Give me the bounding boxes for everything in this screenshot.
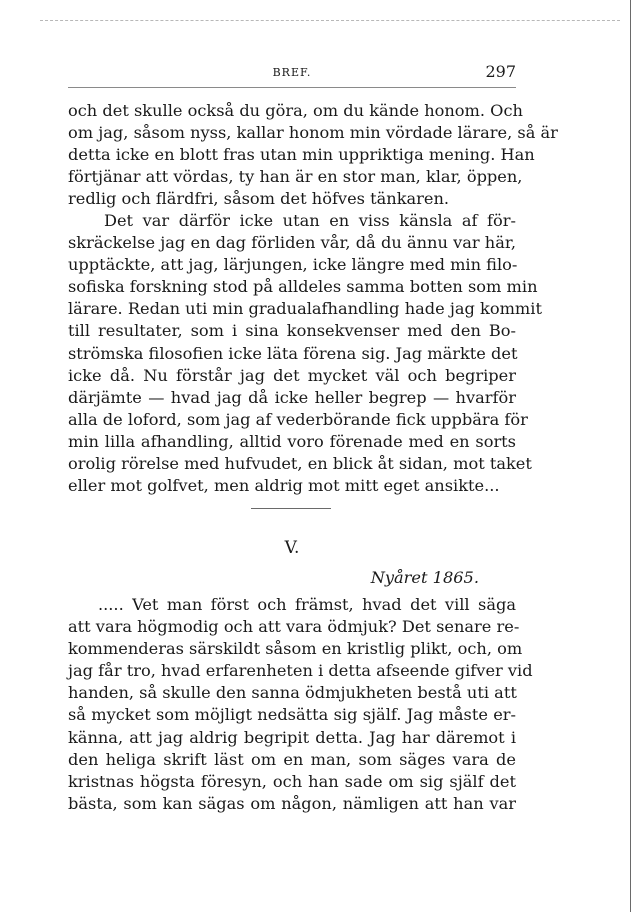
text-line: redlig och flärdfri, såsom det höfves tänkaren. [68,189,450,209]
text-line: bästa, som kan sägas om någon, nämligen att han var [68,793,516,813]
dateline: Nyåret 1865. [370,568,479,587]
running-head [68,62,516,86]
text-line: icke då. Nu förstår jag det mycket väl och begriper [68,365,516,385]
text-line: kristnas högsta föresyn, och han sade om sig själf det [68,771,516,791]
scan-top-mark [40,20,620,21]
paragraph-3 [68,594,533,815]
text-line: orolig rörelse med hufvudet, en blick åt sidan, mot taket [68,454,532,474]
text-line: förtjänar att vördas, ty han är en stor man, klar, öppen, [68,167,523,187]
text-line: så mycket som möjligt nedsätta sig själf. Jag måste er- [68,705,516,725]
text-line: upptäckte, att jag, lärjungen, icke längre med min filo- [68,255,518,275]
text-line: skräckelse jag en dag förliden vår, då du ännu var här, [68,233,516,253]
text-line: handen, så skulle den sanna ödmjukheten bestå uti att [68,683,517,703]
text-line: jag får tro, hvad erfarenheten i detta afseende gifver vid [68,661,533,681]
section-divider [251,508,331,509]
text-line: kommenderas särskildt såsom en kristlig plikt, och, om [68,639,523,659]
text-line: därjämte — hvad jag då icke heller begrep — hvarför [68,387,516,407]
text-line: detta icke en blott fras utan min uppriktiga mening. Han [68,145,535,165]
text-line: eller mot golfvet, men aldrig mot mitt eget ansikte... [68,476,500,496]
paragraph-2 [68,210,542,497]
text-line: om jag, såsom nyss, kallar honom min vördade lärare, så är [68,123,558,143]
text-line: och det skulle också du göra, om du kände honom. Och [68,101,523,120]
text-line: sofiska forskning stod på alldeles samma botten som min [68,277,538,297]
text-line: ..... Vet man först och främst, hvad det vill säga [98,595,516,614]
section-heading: V. [284,538,300,558]
text-line: alla de loford, som jag af vederbörande fick uppbära för [68,409,528,429]
text-line: Det var därför icke utan en viss känsla af för- [104,211,516,230]
text-line: den heliga skrift läst om en man, som säges vara de [68,749,516,769]
text-line: till resultater, som i sina konsekvenser med den Bo- [68,321,516,341]
text-line: lärare. Redan uti min gradualafhandling hade jag kommit [68,299,542,319]
text-line: strömska filosofien icke läta förena sig. Jag märkte det [68,343,518,363]
paragraph-1 [68,100,558,210]
text-line: att vara högmodig och att vara ödmjuk? Det senare re- [68,617,520,637]
text-line: känna, att jag aldrig begripit detta. Jag har däremot i [68,727,516,747]
running-title: BREF. [272,66,312,79]
header-rule [68,87,516,88]
page-edge [630,0,631,912]
text-line: min lilla afhandling, alltid voro förenade med en sorts [68,431,516,451]
page-number: 297 [485,62,516,81]
